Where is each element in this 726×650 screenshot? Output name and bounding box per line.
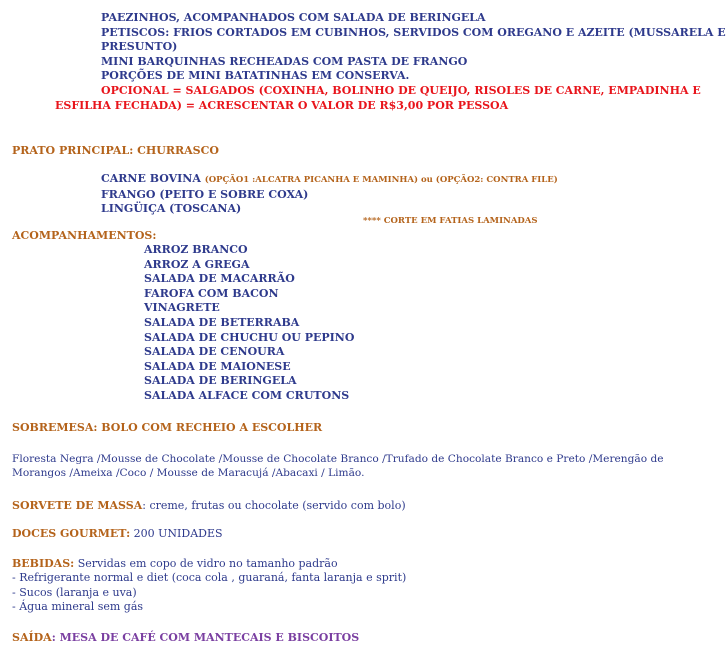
acompanhamentos-list: [144, 243, 544, 404]
saida-label: SAÍDA: [12, 631, 52, 644]
top-item-petiscos: PETISCOS: FRIOS CORTADOS EM CUBINHOS, SERVIDOS COM OREGANO E AZEITE (MUSSARELA E: [101, 25, 726, 39]
top-items: [101, 11, 726, 84]
list-item: - Sucos (laranja e uva): [12, 585, 137, 599]
sorvete-line: [12, 499, 406, 513]
list-item: FAROFA COM BACON: [144, 286, 279, 300]
bebidas-block: [12, 557, 632, 615]
top-item-petiscos-cont: PRESUNTO): [101, 40, 178, 54]
top-item-barquinhas: MINI BARQUINHAS RECHEADAS COM PASTA DE FRANGO: [101, 54, 468, 68]
sorvete-label: SORVETE DE MASSA: [12, 499, 143, 512]
list-item: SALADA DE BETERRABA: [144, 315, 300, 329]
list-item: SALADA DE MAIONESE: [144, 359, 291, 373]
list-item: SALADA DE CHUCHU OU PEPINO: [144, 330, 355, 344]
list-item: VINAGRETE: [144, 301, 220, 315]
flavors-line-2: Morangos /Ameixa /Coco / Mousse de Maracujá /Abacaxi / Limão.: [12, 467, 365, 480]
bebidas-text: Servidas em copo de vidro no tamanho padrão: [74, 557, 338, 570]
beef-line: [101, 172, 641, 188]
optional-line-2: ESFILHA FECHADA) = ACRESCENTAR O VALOR DE R$3,00 POR PESSOA: [55, 99, 509, 112]
bebidas-line: [12, 557, 632, 571]
list-item: - Refrigerante normal e diet (coca cola , guaraná, fanta laranja e sprit): [12, 571, 407, 585]
top-item-batatinhas: PORÇÕES DE MINI BATATINHAS EM CONSERVA.: [101, 69, 410, 83]
saida-text: : MESA DE CAFÉ COM MANTECAIS E BISCOITOS: [51, 631, 360, 644]
list-item: SALADA DE BERINGELA: [144, 374, 297, 388]
bebidas-label: BEBIDAS:: [12, 557, 75, 570]
flavors-line-1: Floresta Negra /Mousse de Chocolate /Mousse de Chocolate Branco /Trufado de Chocolate Branco e Preto /Merengão de: [12, 453, 664, 465]
list-item: - Água mineral sem gás: [12, 600, 144, 614]
list-item: SALADA DE CENOURA: [144, 345, 285, 359]
doces-text: 200 UNIDADES: [130, 527, 223, 540]
cut-note: **** CORTE EM FATIAS LAMINADAS: [363, 216, 538, 226]
doces-label: DOCES GOURMET:: [12, 527, 131, 540]
list-item: ARROZ BRANCO: [144, 243, 248, 256]
sobremesa-heading: SOBREMESA: BOLO COM RECHEIO A ESCOLHER: [12, 421, 323, 434]
top-item-paezinhos: PAEZINHOS, ACOMPANHADOS COM SALADA DE BERINGELA: [101, 11, 486, 24]
beef-label: CARNE BOVINA: [101, 172, 205, 185]
acompanhamentos-heading: ACOMPANHAMENTOS:: [12, 229, 157, 242]
list-item: SALADA DE MACARRÃO: [144, 272, 295, 286]
prato-principal-heading: PRATO PRINCIPAL: CHURRASCO: [12, 144, 219, 157]
sobremesa-flavors: [12, 452, 664, 481]
prato-principal-items: [101, 172, 641, 217]
chicken-line: FRANGO (PEITO E SOBRE COXA): [101, 187, 309, 201]
list-item: SALADA ALFACE COM CRUTONS: [144, 388, 350, 402]
beef-options: (OPÇÃO1 :ALCATRA PICANHA E MAMINHA) ou (OPÇÃO2: CONTRA FILE): [204, 175, 558, 185]
sausage-line: LINGÜIÇA (TOSCANA): [101, 202, 242, 216]
sorvete-text: : creme, frutas ou chocolate (servido com bolo): [142, 499, 406, 512]
list-item: ARROZ A GREGA: [144, 257, 250, 271]
doces-line: [12, 527, 223, 541]
saida-line: [12, 631, 359, 646]
optional-line-1: OPCIONAL = SALGADOS (COXINHA, BOLINHO DE QUEIJO, RISOLES DE CARNE, EMPADINHA E: [101, 84, 701, 97]
